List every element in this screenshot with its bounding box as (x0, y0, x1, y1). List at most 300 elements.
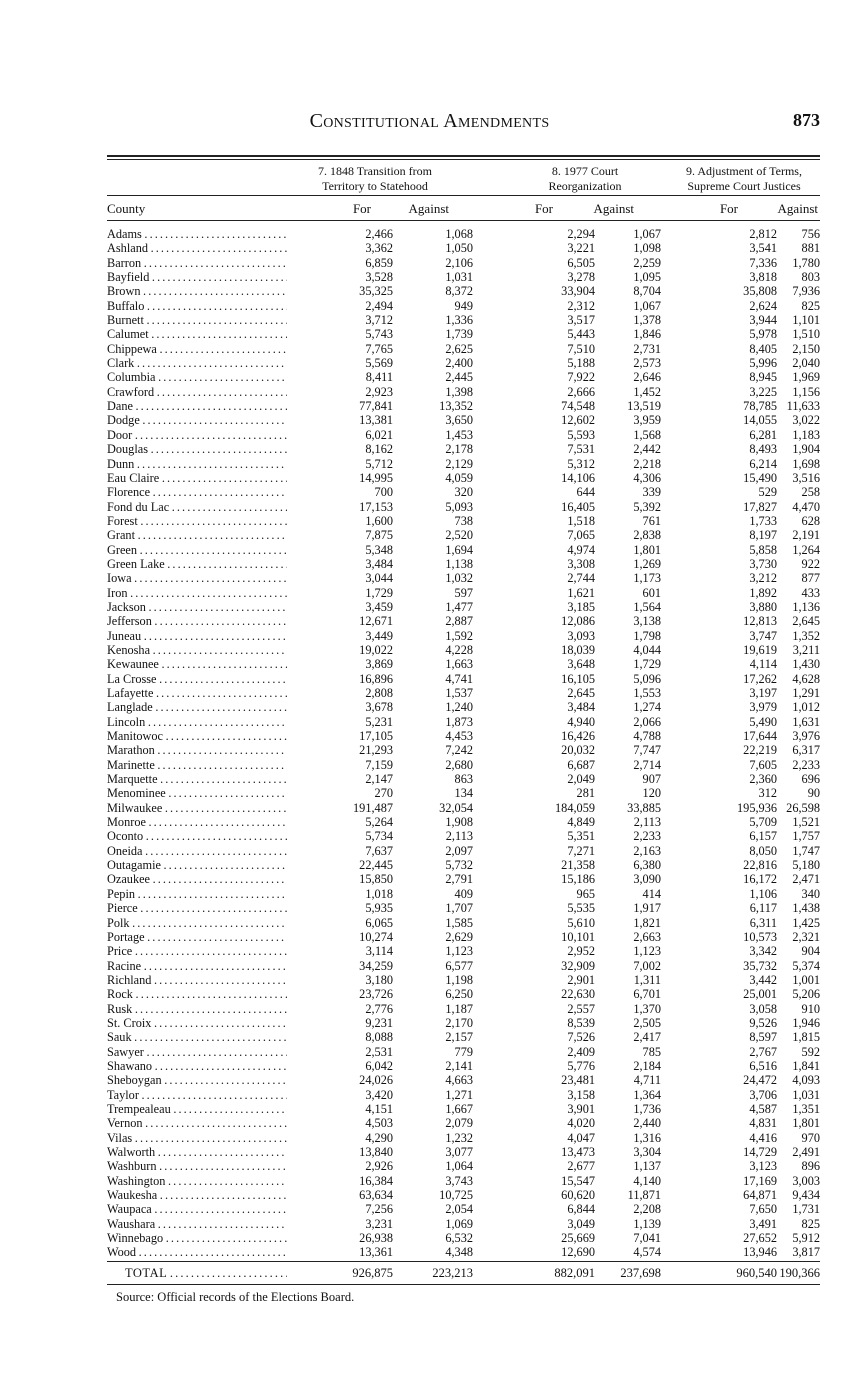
county-name: Forest . . . (107, 514, 287, 528)
cell-for-8: 12,690 (561, 1245, 595, 1260)
cell-against-7: 2,520 (445, 528, 473, 543)
cell-for-8: 5,593 (567, 427, 595, 442)
cell-against-9: 5,912 (792, 1231, 820, 1246)
table-row (107, 815, 820, 829)
cell-against-8: 1,846 (633, 327, 661, 342)
cell-for-9: 22,219 (743, 743, 777, 758)
cell-for-9: 3,747 (749, 628, 777, 643)
total-bottom-rule (107, 1284, 820, 1285)
county-name: Marathon . . . (107, 743, 287, 757)
cell-for-8: 12,086 (561, 614, 595, 629)
cell-for-7: 3,528 (365, 270, 393, 285)
table-row (107, 1159, 820, 1173)
cell-against-9: 4,470 (792, 499, 820, 514)
cell-against-8: 1,139 (633, 1216, 661, 1231)
for-header-9: For (719, 201, 738, 216)
cell-for-8: 5,776 (567, 1058, 595, 1073)
county-name: Calumet . . . (107, 327, 287, 341)
cell-for-8: 2,409 (567, 1044, 595, 1059)
table-row (107, 901, 820, 915)
cell-against-8: 1,553 (633, 686, 661, 700)
table-row (107, 758, 820, 772)
table-row (107, 729, 820, 743)
group-7-line2: Territory to Statehood (322, 179, 428, 193)
cell-against-9: 1,156 (792, 384, 820, 399)
cell-for-7: 191,487 (353, 800, 393, 815)
cell-for-9: 27,652 (743, 1231, 777, 1246)
cell-against-7: 4,228 (445, 642, 473, 657)
cell-for-7: 3,449 (365, 628, 393, 643)
county-name: Waupaca . . . (107, 1202, 287, 1216)
cell-against-9: 756 (801, 227, 820, 241)
cell-against-9: 2,040 (792, 356, 820, 371)
cell-for-8: 5,443 (567, 327, 595, 342)
cell-against-7: 1,739 (445, 327, 473, 342)
cell-for-7: 2,147 (365, 772, 393, 787)
cell-against-7: 1,232 (445, 1130, 473, 1145)
table-row (107, 1231, 820, 1245)
cell-for-9: 78,785 (743, 399, 777, 414)
header-group-rule (107, 195, 820, 196)
cell-against-8: 1,067 (633, 298, 661, 313)
cell-against-8: 761 (642, 513, 661, 528)
cell-against-7: 2,178 (445, 442, 473, 457)
cell-against-8: 4,044 (633, 642, 661, 657)
cell-for-8: 60,620 (561, 1188, 595, 1203)
cell-for-9: 8,493 (749, 442, 777, 457)
cell-for-7: 7,637 (365, 843, 393, 858)
cell-against-9: 3,003 (792, 1173, 820, 1188)
cell-against-7: 8,372 (445, 284, 473, 299)
cell-for-9: 5,858 (749, 542, 777, 557)
group-9-line2: Supreme Court Justices (687, 179, 801, 193)
cell-for-8: 2,901 (567, 972, 595, 987)
table-row (107, 614, 820, 628)
county-name: Ozaukee . . . (107, 872, 287, 886)
group-9-line1: 9. Adjustment of Terms, (686, 164, 802, 178)
cell-for-9: 15,490 (743, 470, 777, 485)
county-name: Rusk . . . (107, 1002, 287, 1016)
county-table-body (107, 227, 820, 1260)
cell-for-9: 3,491 (749, 1216, 777, 1231)
cell-against-7: 4,348 (445, 1245, 473, 1260)
table-row (107, 284, 820, 298)
county-name: Barron . . . (107, 256, 287, 270)
cell-for-9: 3,944 (749, 313, 777, 328)
county-name: Vernon . . . (107, 1116, 287, 1130)
cell-for-9: 5,978 (749, 327, 777, 342)
cell-for-9: 3,442 (749, 972, 777, 987)
county-name: Sheboygan . . . (107, 1073, 287, 1087)
county-name: Trempealeau . . . (107, 1102, 287, 1116)
cell-against-8: 120 (642, 786, 661, 801)
cell-for-9: 7,605 (749, 757, 777, 772)
county-name: Taylor . . . (107, 1088, 287, 1102)
cell-against-9: 9,434 (792, 1188, 820, 1203)
cell-for-7: 3,678 (365, 700, 393, 715)
cell-against-9: 1,031 (792, 1087, 820, 1102)
county-name: Juneau . . . (107, 629, 287, 643)
cell-for-8: 21,358 (561, 858, 595, 873)
cell-against-7: 2,400 (445, 356, 473, 371)
cell-for-9: 4,416 (749, 1130, 777, 1145)
cell-for-8: 15,186 (561, 872, 595, 887)
table-row (107, 1245, 820, 1259)
table-row (107, 686, 820, 700)
county-name: St. Croix . . . (107, 1016, 287, 1030)
table-row (107, 485, 820, 499)
cell-for-8: 2,666 (567, 384, 595, 399)
cell-against-9: 3,976 (792, 729, 820, 744)
cell-for-7: 6,042 (365, 1058, 393, 1073)
table-row (107, 457, 820, 471)
cell-for-8: 4,974 (567, 542, 595, 557)
table-row (107, 1030, 820, 1044)
cell-against-9: 1,012 (792, 700, 820, 715)
cell-against-8: 4,306 (633, 470, 661, 485)
cell-against-9: 628 (801, 513, 820, 528)
cell-for-8: 74,548 (561, 399, 595, 414)
cell-against-7: 863 (454, 772, 473, 787)
cell-for-9: 3,979 (749, 700, 777, 715)
cell-for-8: 2,744 (567, 571, 595, 586)
table-row (107, 600, 820, 614)
cell-against-9: 2,645 (792, 614, 820, 629)
county-name: Chippewa . . . (107, 342, 287, 356)
cell-for-9: 6,281 (749, 427, 777, 442)
cell-against-8: 1,821 (633, 915, 661, 930)
cell-against-7: 1,398 (445, 384, 473, 399)
cell-for-9: 14,729 (743, 1145, 777, 1159)
county-name: Manitowoc . . . (107, 729, 287, 743)
cell-against-9: 1,631 (792, 714, 820, 729)
table-row (107, 1188, 820, 1202)
cell-against-9: 1,698 (792, 456, 820, 471)
cell-against-7: 2,791 (445, 872, 473, 887)
cell-against-9: 5,374 (792, 958, 820, 973)
cell-against-9: 3,817 (792, 1245, 820, 1260)
county-name: Jefferson . . . (107, 614, 287, 628)
cell-against-9: 696 (801, 772, 820, 787)
county-name: Grant . . . (107, 528, 287, 542)
cell-against-7: 1,477 (445, 599, 473, 614)
group-8-line2: Reorganization (548, 179, 622, 193)
cell-against-9: 592 (801, 1044, 820, 1059)
table-row (107, 1116, 820, 1130)
table-row (107, 241, 820, 255)
table-row (107, 872, 820, 886)
county-name: Door . . . (107, 428, 287, 442)
cell-for-7: 6,021 (365, 427, 393, 442)
cell-against-7: 2,157 (445, 1030, 473, 1045)
cell-against-8: 8,704 (633, 284, 661, 299)
cell-for-7: 4,290 (365, 1130, 393, 1145)
cell-for-7: 2,776 (365, 1001, 393, 1016)
cell-against-7: 5,732 (445, 858, 473, 873)
cell-for-7: 5,734 (365, 829, 393, 844)
cell-against-8: 7,002 (633, 958, 661, 973)
total-against-7: 223,213 (432, 1266, 473, 1280)
cell-against-7: 1,069 (445, 1216, 473, 1231)
cell-for-8: 3,517 (567, 313, 595, 328)
cell-against-9: 5,180 (792, 858, 820, 873)
cell-for-7: 2,494 (365, 298, 393, 313)
cell-for-7: 35,325 (359, 284, 393, 299)
cell-for-9: 8,050 (749, 843, 777, 858)
cell-against-7: 1,908 (445, 815, 473, 830)
county-name: Pepin . . . (107, 887, 287, 901)
cell-for-7: 34,259 (359, 958, 393, 973)
group-7-line1: 7. 1848 Transition from (317, 164, 432, 178)
cell-for-8: 7,510 (567, 341, 595, 356)
cell-for-7: 13,361 (359, 1245, 393, 1260)
table-row (107, 715, 820, 729)
table-row (107, 399, 820, 413)
cell-against-9: 803 (801, 270, 820, 285)
table-row (107, 629, 820, 643)
cell-against-9: 3,211 (792, 642, 820, 657)
cell-for-7: 16,384 (359, 1173, 393, 1188)
cell-against-9: 1,510 (792, 327, 820, 342)
cell-against-7: 6,577 (445, 958, 473, 973)
cell-against-9: 1,425 (792, 915, 820, 930)
cell-against-8: 1,736 (633, 1101, 661, 1116)
cell-against-9: 1,264 (792, 542, 820, 557)
cell-against-8: 2,440 (633, 1116, 661, 1131)
cell-against-9: 1,101 (792, 313, 820, 328)
cell-against-7: 32,054 (439, 800, 473, 815)
cell-for-9: 1,106 (749, 886, 777, 901)
cell-for-7: 6,065 (365, 915, 393, 930)
cell-for-8: 2,645 (567, 686, 595, 700)
cell-for-8: 1,518 (567, 513, 595, 528)
cell-against-8: 2,259 (633, 255, 661, 270)
cell-for-9: 24,472 (743, 1073, 777, 1088)
cell-against-7: 6,250 (445, 987, 473, 1002)
cell-against-8: 2,442 (633, 442, 661, 457)
cell-against-9: 433 (801, 585, 820, 600)
total-for-8: 882,091 (554, 1266, 595, 1280)
cell-against-9: 2,233 (792, 757, 820, 772)
cell-for-9: 3,212 (749, 571, 777, 586)
cell-against-9: 7,936 (792, 284, 820, 299)
cell-against-8: 1,316 (633, 1130, 661, 1145)
cell-against-9: 2,491 (792, 1145, 820, 1159)
cell-for-7: 7,256 (365, 1202, 393, 1217)
cell-against-7: 1,667 (445, 1101, 473, 1116)
cell-against-9: 1,731 (792, 1202, 820, 1217)
cell-for-7: 21,293 (359, 743, 393, 758)
cell-for-7: 7,159 (365, 757, 393, 772)
cell-for-8: 6,505 (567, 255, 595, 270)
cell-for-8: 3,221 (567, 241, 595, 256)
table-row (107, 1088, 820, 1102)
against-header-7: Against (408, 201, 449, 216)
county-name: Dodge . . . (107, 413, 287, 427)
cell-against-9: 1,291 (792, 686, 820, 700)
county-name: Sauk . . . (107, 1030, 287, 1044)
cell-for-8: 6,687 (567, 757, 595, 772)
table-row (107, 500, 820, 514)
cell-for-8: 16,426 (561, 729, 595, 744)
table-row (107, 543, 820, 557)
table-row (107, 1073, 820, 1087)
cell-for-7: 12,671 (359, 614, 393, 629)
cell-for-8: 7,065 (567, 528, 595, 543)
cell-for-8: 2,557 (567, 1001, 595, 1016)
table-row (107, 370, 820, 384)
cell-against-9: 1,438 (792, 901, 820, 916)
cell-for-9: 17,644 (743, 729, 777, 744)
cell-for-8: 3,093 (567, 628, 595, 643)
cell-against-9: 1,757 (792, 829, 820, 844)
cell-against-9: 1,780 (792, 255, 820, 270)
table-row (107, 858, 820, 872)
cell-against-7: 738 (454, 513, 473, 528)
table-row (107, 428, 820, 442)
cell-for-9: 3,058 (749, 1001, 777, 1016)
county-name: Fond du Lac . . . (107, 500, 287, 514)
table-row (107, 786, 820, 800)
cell-for-9: 8,945 (749, 370, 777, 385)
cell-for-7: 1,018 (365, 886, 393, 901)
cell-against-8: 1,564 (633, 599, 661, 614)
cell-against-7: 4,741 (445, 671, 473, 686)
cell-against-9: 2,321 (792, 929, 820, 944)
cell-against-8: 2,233 (633, 829, 661, 844)
cell-for-8: 2,312 (567, 298, 595, 313)
county-name: Menominee . . . (107, 786, 287, 800)
cell-for-8: 22,630 (561, 987, 595, 1002)
cell-against-7: 3,077 (445, 1145, 473, 1159)
county-name: Columbia . . . (107, 370, 287, 384)
cell-for-7: 17,105 (359, 729, 393, 744)
total-row (107, 1264, 820, 1282)
county-name: La Crosse . . . (107, 672, 287, 686)
cell-for-8: 23,481 (561, 1073, 595, 1088)
cell-for-8: 6,844 (567, 1202, 595, 1217)
cell-against-8: 7,747 (633, 743, 661, 758)
cell-against-8: 1,311 (633, 972, 661, 987)
cell-against-8: 1,378 (633, 313, 661, 328)
cell-for-8: 20,032 (561, 743, 595, 758)
cell-for-8: 1,621 (567, 585, 595, 600)
cell-for-9: 35,732 (743, 958, 777, 973)
cell-for-7: 3,180 (365, 972, 393, 987)
cell-for-7: 4,503 (365, 1116, 393, 1131)
table-row (107, 471, 820, 485)
county-name: Milwaukee . . . (107, 801, 287, 815)
cell-for-9: 17,262 (743, 671, 777, 686)
cell-for-9: 6,516 (749, 1058, 777, 1073)
cell-for-7: 16,896 (359, 671, 393, 686)
table-row (107, 1045, 820, 1059)
county-name: Crawford . . . (107, 385, 287, 399)
table-row (107, 887, 820, 901)
cell-for-7: 3,231 (365, 1216, 393, 1231)
cell-for-7: 5,348 (365, 542, 393, 557)
total-for-9: 960,540 (736, 1266, 777, 1280)
cell-against-8: 339 (642, 485, 661, 500)
cell-against-9: 3,516 (792, 470, 820, 485)
cell-for-9: 14,055 (743, 413, 777, 428)
county-name: Outagamie . . . (107, 858, 287, 872)
cell-for-9: 3,123 (749, 1159, 777, 1174)
county-name: Clark . . . (107, 356, 287, 370)
cell-for-9: 1,733 (749, 513, 777, 528)
cell-against-9: 1,183 (792, 427, 820, 442)
cell-for-9: 4,831 (749, 1116, 777, 1131)
cell-against-7: 1,050 (445, 241, 473, 256)
cell-for-8: 5,351 (567, 829, 595, 844)
cell-against-8: 3,304 (633, 1145, 661, 1159)
cell-against-8: 2,573 (633, 356, 661, 371)
cell-against-7: 2,129 (445, 456, 473, 471)
cell-against-8: 1,123 (633, 944, 661, 959)
cell-for-7: 3,362 (365, 241, 393, 256)
cell-for-8: 7,271 (567, 843, 595, 858)
total-label: TOTAL . . . (125, 1264, 287, 1282)
county-name: Marinette . . . (107, 758, 287, 772)
cell-for-7: 1,600 (365, 513, 393, 528)
county-name: Adams . . . (107, 227, 287, 241)
cell-for-7: 5,743 (365, 327, 393, 342)
cell-for-7: 2,808 (365, 686, 393, 700)
total-for-7: 926,875 (352, 1266, 393, 1280)
cell-for-9: 529 (758, 485, 777, 500)
county-name: Portage . . . (107, 930, 287, 944)
cell-against-9: 1,001 (792, 972, 820, 987)
county-name: Florence . . . (107, 485, 287, 499)
cell-against-9: 1,946 (792, 1015, 820, 1030)
county-name: Lafayette . . . (107, 686, 287, 700)
cell-for-8: 965 (576, 886, 595, 901)
cell-for-8: 184,059 (555, 800, 595, 815)
cell-for-9: 195,936 (737, 800, 777, 815)
cell-against-7: 409 (454, 886, 473, 901)
county-name: Washburn . . . (107, 1159, 287, 1173)
table-row (107, 1131, 820, 1145)
cell-against-7: 3,650 (445, 413, 473, 428)
cell-against-9: 1,351 (792, 1101, 820, 1116)
cell-for-8: 3,648 (567, 657, 595, 672)
against-header-8: Against (593, 201, 634, 216)
cell-against-7: 4,059 (445, 470, 473, 485)
cell-for-8: 3,158 (567, 1087, 595, 1102)
cell-for-7: 5,264 (365, 815, 393, 830)
cell-for-9: 312 (758, 786, 777, 801)
cell-against-7: 2,106 (445, 255, 473, 270)
cell-against-8: 5,096 (633, 671, 661, 686)
county-name: Shawano . . . (107, 1059, 287, 1073)
cell-against-9: 2,191 (792, 528, 820, 543)
cell-for-8: 8,539 (567, 1015, 595, 1030)
cell-against-7: 1,694 (445, 542, 473, 557)
cell-against-7: 2,054 (445, 1202, 473, 1217)
group-8-line1: 8. 1977 Court (551, 164, 619, 178)
county-name: Walworth . . . (107, 1145, 287, 1159)
table-row (107, 514, 820, 528)
cell-for-8: 281 (576, 786, 595, 801)
table-row (107, 270, 820, 284)
county-name: Iowa . . . (107, 571, 287, 585)
county-name: Vilas . . . (107, 1131, 287, 1145)
cell-for-9: 5,490 (749, 714, 777, 729)
cell-against-8: 601 (642, 585, 661, 600)
table-row (107, 844, 820, 858)
cell-against-7: 134 (454, 786, 473, 801)
cell-for-7: 5,712 (365, 456, 393, 471)
